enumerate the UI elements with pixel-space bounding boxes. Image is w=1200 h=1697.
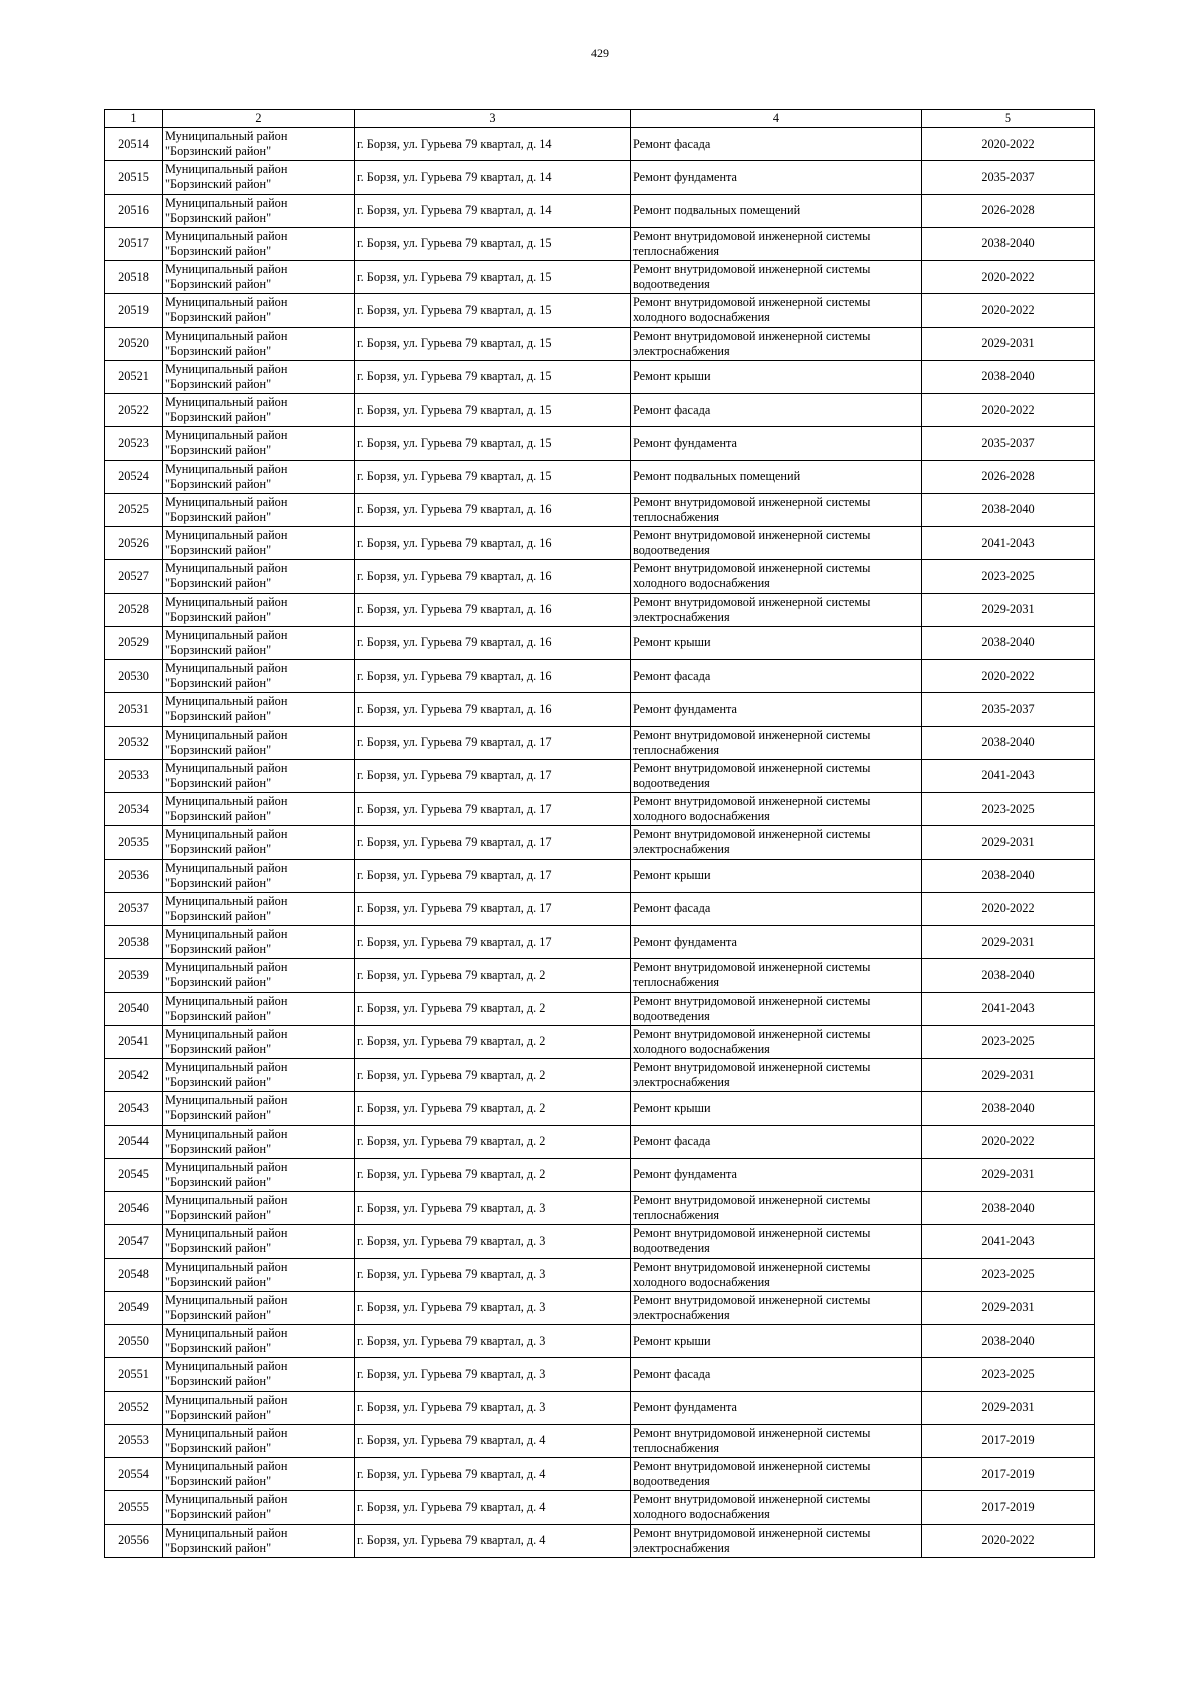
table-row — [105, 1391, 1095, 1424]
address-cell: г. Борзя, ул. Гурьева 79 квартал, д. 16 — [355, 593, 631, 626]
address-cell: г. Борзя, ул. Гурьева 79 квартал, д. 2 — [355, 992, 631, 1025]
district-cell: Муниципальный район "Борзинский район" — [163, 493, 355, 526]
row-number: 20543 — [105, 1092, 163, 1125]
work-type-cell: Ремонт внутридомовой инженерной системы электроснабжения — [631, 327, 922, 360]
row-number: 20544 — [105, 1125, 163, 1158]
row-number: 20539 — [105, 959, 163, 992]
district-cell: Муниципальный район "Борзинский район" — [163, 793, 355, 826]
row-number: 20529 — [105, 626, 163, 659]
work-type-cell: Ремонт фундамента — [631, 693, 922, 726]
district-cell: Муниципальный район "Борзинский район" — [163, 128, 355, 161]
row-number: 20534 — [105, 793, 163, 826]
district-cell: Муниципальный район "Борзинский район" — [163, 427, 355, 460]
row-number: 20540 — [105, 992, 163, 1025]
work-type-cell: Ремонт крыши — [631, 360, 922, 393]
period-cell: 2023-2025 — [922, 1258, 1095, 1291]
table-row — [105, 1524, 1095, 1557]
district-cell: Муниципальный район "Борзинский район" — [163, 626, 355, 659]
period-cell: 2038-2040 — [922, 493, 1095, 526]
table-row — [105, 626, 1095, 659]
period-cell: 2017-2019 — [922, 1424, 1095, 1457]
row-number: 20515 — [105, 161, 163, 194]
address-cell: г. Борзя, ул. Гурьева 79 квартал, д. 15 — [355, 460, 631, 493]
address-cell: г. Борзя, ул. Гурьева 79 квартал, д. 15 — [355, 360, 631, 393]
row-number: 20520 — [105, 327, 163, 360]
row-number: 20552 — [105, 1391, 163, 1424]
period-cell: 2041-2043 — [922, 527, 1095, 560]
period-cell: 2020-2022 — [922, 660, 1095, 693]
period-cell: 2029-2031 — [922, 926, 1095, 959]
row-number: 20547 — [105, 1225, 163, 1258]
row-number: 20549 — [105, 1291, 163, 1324]
work-type-cell: Ремонт внутридомовой инженерной системы теплоснабжения — [631, 493, 922, 526]
address-cell: г. Борзя, ул. Гурьева 79 квартал, д. 3 — [355, 1192, 631, 1225]
column-header-4: 4 — [631, 110, 922, 128]
address-cell: г. Борзя, ул. Гурьева 79 квартал, д. 17 — [355, 926, 631, 959]
work-type-cell: Ремонт фасада — [631, 394, 922, 427]
row-number: 20553 — [105, 1424, 163, 1457]
period-cell: 2023-2025 — [922, 1025, 1095, 1058]
table-row — [105, 360, 1095, 393]
column-header-2: 2 — [163, 110, 355, 128]
address-cell: г. Борзя, ул. Гурьева 79 квартал, д. 16 — [355, 660, 631, 693]
district-cell: Муниципальный район "Борзинский район" — [163, 1358, 355, 1391]
district-cell: Муниципальный район "Борзинский район" — [163, 527, 355, 560]
period-cell: 2023-2025 — [922, 560, 1095, 593]
work-type-cell: Ремонт внутридомовой инженерной системы водоотведения — [631, 759, 922, 792]
district-cell: Муниципальный район "Борзинский район" — [163, 294, 355, 327]
column-header-3: 3 — [355, 110, 631, 128]
district-cell: Муниципальный район "Борзинский район" — [163, 660, 355, 693]
work-type-cell: Ремонт внутридомовой инженерной системы водоотведения — [631, 527, 922, 560]
page-number: 429 — [591, 46, 609, 60]
district-cell: Муниципальный район "Борзинский район" — [163, 759, 355, 792]
district-cell: Муниципальный район "Борзинский район" — [163, 859, 355, 892]
work-type-cell: Ремонт внутридомовой инженерной системы электроснабжения — [631, 826, 922, 859]
district-cell: Муниципальный район "Борзинский район" — [163, 1258, 355, 1291]
table-row — [105, 593, 1095, 626]
table-row — [105, 1358, 1095, 1391]
row-number: 20530 — [105, 660, 163, 693]
district-cell: Муниципальный район "Борзинский район" — [163, 926, 355, 959]
period-cell: 2029-2031 — [922, 1158, 1095, 1191]
table-row — [105, 959, 1095, 992]
row-number: 20514 — [105, 128, 163, 161]
address-cell: г. Борзя, ул. Гурьева 79 квартал, д. 3 — [355, 1325, 631, 1358]
work-type-cell: Ремонт внутридомовой инженерной системы холодного водоснабжения — [631, 294, 922, 327]
address-cell: г. Борзя, ул. Гурьева 79 квартал, д. 16 — [355, 626, 631, 659]
address-cell: г. Борзя, ул. Гурьева 79 квартал, д. 15 — [355, 327, 631, 360]
table-row — [105, 660, 1095, 693]
table-row — [105, 227, 1095, 260]
work-type-cell: Ремонт крыши — [631, 1325, 922, 1358]
district-cell: Муниципальный район "Борзинский район" — [163, 327, 355, 360]
table-row — [105, 826, 1095, 859]
address-cell: г. Борзя, ул. Гурьева 79 квартал, д. 17 — [355, 859, 631, 892]
table-row — [105, 759, 1095, 792]
table-row — [105, 194, 1095, 227]
column-header-1: 1 — [105, 110, 163, 128]
address-cell: г. Борзя, ул. Гурьева 79 квартал, д. 15 — [355, 227, 631, 260]
period-cell: 2023-2025 — [922, 1358, 1095, 1391]
period-cell: 2020-2022 — [922, 1524, 1095, 1557]
period-cell: 2035-2037 — [922, 693, 1095, 726]
table-body — [105, 128, 1095, 1558]
address-cell: г. Борзя, ул. Гурьева 79 квартал, д. 17 — [355, 793, 631, 826]
address-cell: г. Борзя, ул. Гурьева 79 квартал, д. 2 — [355, 959, 631, 992]
table-row — [105, 527, 1095, 560]
table-row — [105, 560, 1095, 593]
work-type-cell: Ремонт внутридомовой инженерной системы теплоснабжения — [631, 227, 922, 260]
address-cell: г. Борзя, ул. Гурьева 79 квартал, д. 3 — [355, 1258, 631, 1291]
period-cell: 2029-2031 — [922, 593, 1095, 626]
work-type-cell: Ремонт фундамента — [631, 1391, 922, 1424]
row-number: 20551 — [105, 1358, 163, 1391]
row-number: 20527 — [105, 560, 163, 593]
address-cell: г. Борзя, ул. Гурьева 79 квартал, д. 14 — [355, 128, 631, 161]
table-row — [105, 1059, 1095, 1092]
address-cell: г. Борзя, ул. Гурьева 79 квартал, д. 4 — [355, 1458, 631, 1491]
row-number: 20550 — [105, 1325, 163, 1358]
work-type-cell: Ремонт крыши — [631, 626, 922, 659]
period-cell: 2020-2022 — [922, 1125, 1095, 1158]
work-type-cell: Ремонт фундамента — [631, 427, 922, 460]
district-cell: Муниципальный район "Борзинский район" — [163, 1059, 355, 1092]
row-number: 20546 — [105, 1192, 163, 1225]
row-number: 20545 — [105, 1158, 163, 1191]
work-type-cell: Ремонт фундамента — [631, 161, 922, 194]
address-cell: г. Борзя, ул. Гурьева 79 квартал, д. 4 — [355, 1524, 631, 1557]
address-cell: г. Борзя, ул. Гурьева 79 квартал, д. 2 — [355, 1158, 631, 1191]
period-cell: 2029-2031 — [922, 1391, 1095, 1424]
period-cell: 2026-2028 — [922, 194, 1095, 227]
table-row — [105, 1424, 1095, 1457]
table-row — [105, 327, 1095, 360]
district-cell: Муниципальный район "Борзинский район" — [163, 593, 355, 626]
district-cell: Муниципальный район "Борзинский район" — [163, 1225, 355, 1258]
work-type-cell: Ремонт внутридомовой инженерной системы теплоснабжения — [631, 726, 922, 759]
work-type-cell: Ремонт подвальных помещений — [631, 194, 922, 227]
row-number: 20548 — [105, 1258, 163, 1291]
work-type-cell: Ремонт фундамента — [631, 1158, 922, 1191]
work-type-cell: Ремонт внутридомовой инженерной системы электроснабжения — [631, 593, 922, 626]
work-type-cell: Ремонт внутридомовой инженерной системы водоотведения — [631, 992, 922, 1025]
address-cell: г. Борзя, ул. Гурьева 79 квартал, д. 16 — [355, 493, 631, 526]
work-type-cell: Ремонт внутридомовой инженерной системы теплоснабжения — [631, 959, 922, 992]
period-cell: 2038-2040 — [922, 1325, 1095, 1358]
row-number: 20535 — [105, 826, 163, 859]
address-cell: г. Борзя, ул. Гурьева 79 квартал, д. 15 — [355, 294, 631, 327]
work-type-cell: Ремонт внутридомовой инженерной системы холодного водоснабжения — [631, 1491, 922, 1524]
row-number: 20524 — [105, 460, 163, 493]
period-cell: 2020-2022 — [922, 892, 1095, 925]
address-cell: г. Борзя, ул. Гурьева 79 квартал, д. 15 — [355, 427, 631, 460]
address-cell: г. Борзя, ул. Гурьева 79 квартал, д. 17 — [355, 726, 631, 759]
period-cell: 2023-2025 — [922, 793, 1095, 826]
district-cell: Муниципальный район "Борзинский район" — [163, 560, 355, 593]
row-number: 20533 — [105, 759, 163, 792]
row-number: 20518 — [105, 261, 163, 294]
column-number-header — [105, 110, 1095, 128]
period-cell: 2038-2040 — [922, 360, 1095, 393]
row-number: 20542 — [105, 1059, 163, 1092]
table-row — [105, 1458, 1095, 1491]
row-number: 20556 — [105, 1524, 163, 1557]
work-type-cell: Ремонт подвальных помещений — [631, 460, 922, 493]
work-type-cell: Ремонт внутридомовой инженерной системы водоотведения — [631, 261, 922, 294]
district-cell: Муниципальный район "Борзинский район" — [163, 161, 355, 194]
address-cell: г. Борзя, ул. Гурьева 79 квартал, д. 2 — [355, 1025, 631, 1058]
address-cell: г. Борзя, ул. Гурьева 79 квартал, д. 15 — [355, 394, 631, 427]
row-number: 20522 — [105, 394, 163, 427]
table-row — [105, 859, 1095, 892]
table-row — [105, 261, 1095, 294]
table-row — [105, 1092, 1095, 1125]
period-cell: 2020-2022 — [922, 261, 1095, 294]
table-row — [105, 460, 1095, 493]
table-row — [105, 1025, 1095, 1058]
district-cell: Муниципальный район "Борзинский район" — [163, 992, 355, 1025]
district-cell: Муниципальный район "Борзинский район" — [163, 360, 355, 393]
district-cell: Муниципальный район "Борзинский район" — [163, 227, 355, 260]
district-cell: Муниципальный район "Борзинский район" — [163, 1291, 355, 1324]
period-cell: 2020-2022 — [922, 394, 1095, 427]
table-row — [105, 1158, 1095, 1191]
row-number: 20537 — [105, 892, 163, 925]
table-row — [105, 493, 1095, 526]
address-cell: г. Борзя, ул. Гурьева 79 квартал, д. 16 — [355, 693, 631, 726]
row-number: 20517 — [105, 227, 163, 260]
period-cell: 2029-2031 — [922, 327, 1095, 360]
table-row — [105, 1125, 1095, 1158]
address-cell: г. Борзя, ул. Гурьева 79 квартал, д. 3 — [355, 1291, 631, 1324]
work-type-cell: Ремонт крыши — [631, 1092, 922, 1125]
address-cell: г. Борзя, ул. Гурьева 79 квартал, д. 2 — [355, 1092, 631, 1125]
row-number: 20519 — [105, 294, 163, 327]
district-cell: Муниципальный район "Борзинский район" — [163, 826, 355, 859]
district-cell: Муниципальный район "Борзинский район" — [163, 1424, 355, 1457]
period-cell: 2041-2043 — [922, 1225, 1095, 1258]
district-cell: Муниципальный район "Борзинский район" — [163, 726, 355, 759]
address-cell: г. Борзя, ул. Гурьева 79 квартал, д. 15 — [355, 261, 631, 294]
table-row — [105, 926, 1095, 959]
work-type-cell: Ремонт внутридомовой инженерной системы холодного водоснабжения — [631, 793, 922, 826]
address-cell: г. Борзя, ул. Гурьева 79 квартал, д. 2 — [355, 1059, 631, 1092]
district-cell: Муниципальный район "Борзинский район" — [163, 194, 355, 227]
address-cell: г. Борзя, ул. Гурьева 79 квартал, д. 17 — [355, 826, 631, 859]
address-cell: г. Борзя, ул. Гурьева 79 квартал, д. 17 — [355, 892, 631, 925]
district-cell: Муниципальный район "Борзинский район" — [163, 959, 355, 992]
district-cell: Муниципальный район "Борзинский район" — [163, 1092, 355, 1125]
work-type-cell: Ремонт фасада — [631, 892, 922, 925]
work-type-cell: Ремонт внутридомовой инженерной системы теплоснабжения — [631, 1192, 922, 1225]
work-type-cell: Ремонт внутридомовой инженерной системы теплоснабжения — [631, 1424, 922, 1457]
table-row — [105, 161, 1095, 194]
row-number: 20525 — [105, 493, 163, 526]
period-cell: 2029-2031 — [922, 1291, 1095, 1324]
work-type-cell: Ремонт внутридомовой инженерной системы электроснабжения — [631, 1291, 922, 1324]
address-cell: г. Борзя, ул. Гурьева 79 квартал, д. 2 — [355, 1125, 631, 1158]
row-number: 20532 — [105, 726, 163, 759]
period-cell: 2038-2040 — [922, 227, 1095, 260]
work-type-cell: Ремонт фасада — [631, 660, 922, 693]
district-cell: Муниципальный район "Борзинский район" — [163, 1025, 355, 1058]
address-cell: г. Борзя, ул. Гурьева 79 квартал, д. 16 — [355, 527, 631, 560]
work-type-cell: Ремонт внутридомовой инженерной системы электроснабжения — [631, 1524, 922, 1557]
row-number: 20528 — [105, 593, 163, 626]
address-cell: г. Борзя, ул. Гурьева 79 квартал, д. 4 — [355, 1424, 631, 1457]
row-number: 20526 — [105, 527, 163, 560]
row-number: 20536 — [105, 859, 163, 892]
table-row — [105, 1291, 1095, 1324]
district-cell: Муниципальный район "Борзинский район" — [163, 1391, 355, 1424]
table-row — [105, 726, 1095, 759]
table-row — [105, 1491, 1095, 1524]
period-cell: 2041-2043 — [922, 992, 1095, 1025]
table-row — [105, 1258, 1095, 1291]
row-number: 20516 — [105, 194, 163, 227]
period-cell: 2020-2022 — [922, 294, 1095, 327]
work-type-cell: Ремонт внутридомовой инженерной системы холодного водоснабжения — [631, 1258, 922, 1291]
table-row — [105, 793, 1095, 826]
table-row — [105, 427, 1095, 460]
period-cell: 2035-2037 — [922, 427, 1095, 460]
address-cell: г. Борзя, ул. Гурьева 79 квартал, д. 3 — [355, 1358, 631, 1391]
period-cell: 2038-2040 — [922, 1192, 1095, 1225]
work-type-cell: Ремонт внутридомовой инженерной системы электроснабжения — [631, 1059, 922, 1092]
period-cell: 2038-2040 — [922, 726, 1095, 759]
table-row — [105, 1192, 1095, 1225]
table-row — [105, 1225, 1095, 1258]
address-cell: г. Борзя, ул. Гурьева 79 квартал, д. 16 — [355, 560, 631, 593]
district-cell: Муниципальный район "Борзинский район" — [163, 1158, 355, 1191]
address-cell: г. Борзя, ул. Гурьева 79 квартал, д. 4 — [355, 1491, 631, 1524]
district-cell: Муниципальный район "Борзинский район" — [163, 693, 355, 726]
row-number: 20531 — [105, 693, 163, 726]
period-cell: 2038-2040 — [922, 1092, 1095, 1125]
district-cell: Муниципальный район "Борзинский район" — [163, 1192, 355, 1225]
table-row — [105, 294, 1095, 327]
work-type-cell: Ремонт внутридомовой инженерной системы холодного водоснабжения — [631, 1025, 922, 1058]
period-cell: 2041-2043 — [922, 759, 1095, 792]
work-type-cell: Ремонт фасада — [631, 128, 922, 161]
district-cell: Муниципальный район "Борзинский район" — [163, 1125, 355, 1158]
period-cell: 2017-2019 — [922, 1491, 1095, 1524]
row-number: 20523 — [105, 427, 163, 460]
table-row — [105, 693, 1095, 726]
period-cell: 2017-2019 — [922, 1458, 1095, 1491]
address-cell: г. Борзя, ул. Гурьева 79 квартал, д. 3 — [355, 1225, 631, 1258]
column-header-5: 5 — [922, 110, 1095, 128]
table-row — [105, 394, 1095, 427]
row-number: 20554 — [105, 1458, 163, 1491]
district-cell: Муниципальный район "Борзинский район" — [163, 1491, 355, 1524]
period-cell: 2038-2040 — [922, 626, 1095, 659]
period-cell: 2038-2040 — [922, 859, 1095, 892]
work-type-cell: Ремонт фундамента — [631, 926, 922, 959]
work-type-cell: Ремонт фасада — [631, 1358, 922, 1391]
district-cell: Муниципальный район "Борзинский район" — [163, 1325, 355, 1358]
district-cell: Муниципальный район "Борзинский район" — [163, 1524, 355, 1557]
period-cell: 2020-2022 — [922, 128, 1095, 161]
district-cell: Муниципальный район "Борзинский район" — [163, 1458, 355, 1491]
address-cell: г. Борзя, ул. Гурьева 79 квартал, д. 17 — [355, 759, 631, 792]
period-cell: 2026-2028 — [922, 460, 1095, 493]
work-type-cell: Ремонт внутридомовой инженерной системы водоотведения — [631, 1458, 922, 1491]
row-number: 20555 — [105, 1491, 163, 1524]
period-cell: 2029-2031 — [922, 826, 1095, 859]
period-cell: 2035-2037 — [922, 161, 1095, 194]
table-row — [105, 892, 1095, 925]
address-cell: г. Борзя, ул. Гурьева 79 квартал, д. 14 — [355, 161, 631, 194]
repair-schedule-table — [104, 109, 1095, 1558]
address-cell: г. Борзя, ул. Гурьева 79 квартал, д. 14 — [355, 194, 631, 227]
district-cell: Муниципальный район "Борзинский район" — [163, 892, 355, 925]
period-cell: 2038-2040 — [922, 959, 1095, 992]
address-cell: г. Борзя, ул. Гурьева 79 квартал, д. 3 — [355, 1391, 631, 1424]
period-cell: 2029-2031 — [922, 1059, 1095, 1092]
district-cell: Муниципальный район "Борзинский район" — [163, 261, 355, 294]
work-type-cell: Ремонт крыши — [631, 859, 922, 892]
district-cell: Муниципальный район "Борзинский район" — [163, 460, 355, 493]
row-number: 20521 — [105, 360, 163, 393]
work-type-cell: Ремонт внутридомовой инженерной системы водоотведения — [631, 1225, 922, 1258]
table-row — [105, 128, 1095, 161]
row-number: 20541 — [105, 1025, 163, 1058]
table-row — [105, 992, 1095, 1025]
work-type-cell: Ремонт внутридомовой инженерной системы холодного водоснабжения — [631, 560, 922, 593]
table-row — [105, 1325, 1095, 1358]
work-type-cell: Ремонт фасада — [631, 1125, 922, 1158]
district-cell: Муниципальный район "Борзинский район" — [163, 394, 355, 427]
row-number: 20538 — [105, 926, 163, 959]
